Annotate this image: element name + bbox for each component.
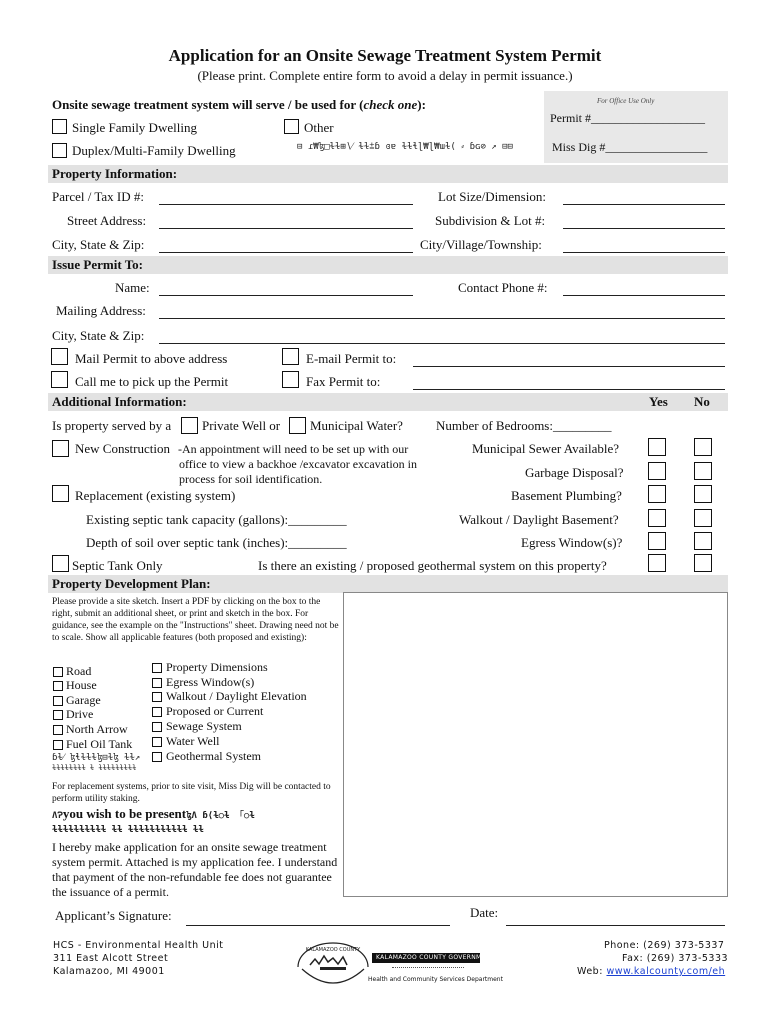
- permit-city-field[interactable]: [159, 343, 725, 344]
- fuel-oil-tank-checkbox[interactable]: [53, 740, 63, 750]
- svg-text:KALAMAZOO COUNTY: KALAMAZOO COUNTY: [305, 947, 361, 953]
- be-present-question: ɅɁyou wish to be presentɮɅ ɓ⟨ɫ○ɫ 「○ɫ: [52, 806, 255, 821]
- footer-phone: Phone: (269) 373-5337: [604, 940, 725, 951]
- usage-question: Onsite sewage treatment system will serve / be used for (check one):: [52, 97, 426, 112]
- north-arrow-label: North Arrow: [66, 722, 128, 736]
- house-label: House: [66, 678, 97, 692]
- contact-phone-field[interactable]: [563, 295, 725, 296]
- name-label: Name:: [115, 280, 150, 295]
- other-specify-garbled: ⊟ ɾ₩ɮ□ɫɫ⊞∖⁄ ɫɫ⩲ɓ ɞɐ ɫɫɬɭ₩ɭ₩ɯɫ( ⸗ ɓɢ⊘ ↗ ⊟⊟: [297, 142, 513, 152]
- sewer-yes-checkbox[interactable]: [648, 438, 666, 456]
- property-info-heading: Property Information:: [52, 166, 178, 181]
- sewage-system-checkbox[interactable]: [152, 722, 162, 732]
- signature-field[interactable]: [186, 925, 450, 926]
- footer-unit: HCS - Environmental Health Unit: [53, 940, 224, 951]
- parcel-field[interactable]: [159, 204, 413, 205]
- county-government-banner: [372, 953, 495, 963]
- sewage-system-label: Sewage System: [166, 719, 242, 733]
- fax-permit-label: Fax Permit to:: [306, 374, 381, 389]
- served-by-label: Is property served by a: [52, 418, 172, 433]
- proposed-current-checkbox[interactable]: [152, 707, 162, 717]
- site-sketch-box[interactable]: [343, 592, 728, 897]
- no-column-header: No: [694, 394, 710, 409]
- left-garbled-item: ɓɫ⁄ ɮɬɫɫɫɮ⊟ɫɮ ɫɫ↗: [52, 753, 141, 763]
- geothermal-system-checkbox[interactable]: [152, 752, 162, 762]
- miss-dig-note: For replacement systems, prior to site visit, Miss Dig will be contacted to perform utility staking.: [52, 782, 331, 804]
- road-checkbox[interactable]: [53, 667, 63, 677]
- geothermal-no-checkbox[interactable]: [694, 554, 712, 572]
- property-info-bar: [48, 165, 728, 183]
- geothermal-question: Is there an existing / proposed geothermal system on this property?: [258, 558, 607, 573]
- replacement-checkbox[interactable]: [52, 485, 69, 502]
- issue-permit-bar: [48, 256, 728, 274]
- bedrooms-label[interactable]: Number of Bedrooms:_________: [436, 418, 612, 433]
- septic-only-label: Septic Tank Only: [72, 558, 163, 573]
- walkout-yes-checkbox[interactable]: [648, 509, 666, 527]
- geothermal-system-label: Geothermal System: [166, 749, 261, 763]
- walkout-no-checkbox[interactable]: [694, 509, 712, 527]
- garbage-disposal-label: Garbage Disposal?: [525, 465, 624, 480]
- garage-label: Garage: [66, 693, 101, 707]
- septic-only-checkbox[interactable]: [52, 555, 69, 572]
- form-title: Application for an Onsite Sewage Treatment System Permit: [168, 46, 602, 65]
- property-dimensions-checkbox[interactable]: [152, 663, 162, 673]
- development-plan-bar: [48, 575, 728, 593]
- additional-info-heading: Additional Information:: [52, 394, 187, 409]
- fax-permit-checkbox[interactable]: [282, 371, 299, 388]
- private-well-checkbox[interactable]: [181, 417, 198, 434]
- sketch-instructions: Please provide a site sketch. Insert a PDF by clicking on the box to the right, submit an additional sheet, or print and sketch in the box. For guidance, see the example on the "Instructions" sheet. Drawing need not be to scale. Show all applicable features (both proposed and existing):: [52, 597, 339, 643]
- appointment-note-3: process for soil identification.: [179, 472, 323, 486]
- road-label: Road: [66, 664, 92, 678]
- duplex-checkbox[interactable]: [52, 143, 67, 158]
- egress-no-checkbox[interactable]: [694, 532, 712, 550]
- drive-label: Drive: [66, 707, 94, 721]
- email-permit-checkbox[interactable]: [282, 348, 299, 365]
- footer-street: 311 East Alcott Street: [53, 953, 169, 964]
- garage-checkbox[interactable]: [53, 696, 63, 706]
- walkout-elevation-checkbox[interactable]: [152, 692, 162, 702]
- footer-city: Kalamazoo, MI 49001: [53, 966, 165, 977]
- parcel-label: Parcel / Tax ID #:: [52, 189, 144, 204]
- website-link[interactable]: www.kalcounty.com/eh: [606, 966, 726, 977]
- mailing-field[interactable]: [159, 318, 725, 319]
- street-field[interactable]: [159, 228, 413, 229]
- drive-checkbox[interactable]: [53, 710, 63, 720]
- water-well-checkbox[interactable]: [152, 737, 162, 747]
- egress-window-label: Egress Window(s): [166, 675, 255, 689]
- egress-label: Egress Window(s)?: [521, 535, 623, 550]
- soil-depth-label[interactable]: Depth of soil over septic tank (inches):_________: [86, 535, 347, 550]
- contact-phone-label: Contact Phone #:: [458, 280, 548, 295]
- permit-city-label: City, State & Zip:: [52, 328, 145, 343]
- appointment-note-1: -An appointment will need to be set up with our: [178, 442, 409, 456]
- mailing-label: Mailing Address:: [56, 303, 146, 318]
- township-field[interactable]: [563, 252, 725, 253]
- single-family-checkbox[interactable]: [52, 119, 67, 134]
- form-subtitle: (Please print. Complete entire form to avoid a delay in permit issuance.): [197, 68, 573, 83]
- footer-fax: Fax: (269) 373-5333: [622, 953, 729, 964]
- fuel-oil-tank-label: Fuel Oil Tank: [66, 737, 133, 751]
- other-checkbox[interactable]: [284, 119, 299, 134]
- property-dimensions-label: Property Dimensions: [166, 660, 268, 674]
- house-checkbox[interactable]: [53, 681, 63, 691]
- lot-size-label: Lot Size/Dimension:: [438, 189, 546, 204]
- issue-permit-heading: Issue Permit To:: [52, 257, 143, 272]
- garbage-no-checkbox[interactable]: [694, 462, 712, 480]
- call-me-label: Call me to pick up the Permit: [75, 374, 229, 389]
- egress-yes-checkbox[interactable]: [648, 532, 666, 550]
- yes-column-header: Yes: [649, 394, 668, 409]
- walkout-elevation-label: Walkout / Daylight Elevation: [166, 689, 307, 703]
- private-well-label: Private Well or: [202, 418, 281, 433]
- basement-no-checkbox[interactable]: [694, 485, 712, 503]
- office-miss-dig-field: Miss Dig #_________________: [552, 140, 708, 154]
- mail-permit-checkbox[interactable]: [51, 348, 68, 365]
- date-field[interactable]: [506, 925, 725, 926]
- township-label: City/Village/Township:: [420, 237, 542, 252]
- signature-label: Applicant’s Signature:: [55, 908, 172, 923]
- appointment-note-2: office to view a backhoe /excavator excavation in: [179, 457, 418, 471]
- garbage-yes-checkbox[interactable]: [648, 462, 666, 480]
- sewer-no-checkbox[interactable]: [694, 438, 712, 456]
- new-construction-checkbox[interactable]: [52, 440, 69, 457]
- mail-permit-label: Mail Permit to above address: [75, 351, 228, 366]
- office-use-label: For Office Use Only: [597, 97, 655, 105]
- municipal-water-label: Municipal Water?: [310, 418, 403, 433]
- name-field[interactable]: [159, 295, 413, 296]
- water-well-label: Water Well: [166, 734, 220, 748]
- new-construction-label: New Construction: [75, 441, 170, 456]
- walkout-label: Walkout / Daylight Basement?: [459, 512, 619, 527]
- subdivision-label: Subdivision & Lot #:: [435, 213, 546, 228]
- fax-permit-field[interactable]: [413, 389, 725, 390]
- logo-divider: [392, 967, 464, 968]
- left-garbled-item-2: ɫɫɫɫɫɫɫɫ ɫ ɫɫɫɫɫɫɫɫɫ: [52, 764, 137, 772]
- other-label: Other: [304, 120, 334, 135]
- county-seal-logo: [292, 939, 374, 1000]
- subdivision-field[interactable]: [563, 228, 725, 229]
- egress-window-checkbox[interactable]: [152, 678, 162, 688]
- property-city-label: City, State & Zip:: [52, 237, 145, 252]
- email-permit-field[interactable]: [413, 366, 725, 367]
- application-statement: I hereby make application for an onsite sewage treatment system permit. Attached is my application fee. I understand that payment of the non-refundable fee does not guarantee the issuance of a permit.: [52, 840, 338, 899]
- email-permit-label: E-mail Permit to:: [306, 351, 397, 366]
- property-city-field[interactable]: [159, 252, 413, 253]
- lot-size-field[interactable]: [563, 204, 725, 205]
- additional-info-bar: [48, 393, 728, 411]
- geothermal-yes-checkbox[interactable]: [648, 554, 666, 572]
- proposed-current-label: Proposed or Current: [166, 704, 264, 718]
- basement-yes-checkbox[interactable]: [648, 485, 666, 503]
- replacement-label: Replacement (existing system): [75, 488, 236, 503]
- office-permit-field: Permit #___________________: [550, 111, 705, 125]
- duplex-label: Duplex/Multi-Family Dwelling: [72, 143, 236, 158]
- municipal-water-checkbox[interactable]: [289, 417, 306, 434]
- footer-web: Web: www.kalcounty.com/eh: [577, 966, 726, 977]
- single-family-label: Single Family Dwelling: [72, 120, 197, 135]
- date-label: Date:: [470, 905, 499, 920]
- north-arrow-checkbox[interactable]: [53, 725, 63, 735]
- septic-capacity-label[interactable]: Existing septic tank capacity (gallons):_________: [86, 512, 347, 527]
- street-label: Street Address:: [67, 213, 147, 228]
- municipal-sewer-label: Municipal Sewer Available?: [472, 441, 620, 456]
- be-present-garbled-options[interactable]: ɫɫɫɫɫɫɫɫɫɫ ɫɫ ɫɫɫɫɫɫɫɫɫɫɫ ɫɫ: [52, 825, 204, 835]
- county-government-text: KALAMAZOO COUNTY GOVERNMENT: [376, 954, 495, 961]
- call-me-checkbox[interactable]: [51, 371, 68, 388]
- logo-department-text: Health and Community Services Department: [368, 976, 503, 983]
- development-plan-heading: Property Development Plan:: [52, 576, 211, 591]
- basement-plumbing-label: Basement Plumbing?: [511, 488, 622, 503]
